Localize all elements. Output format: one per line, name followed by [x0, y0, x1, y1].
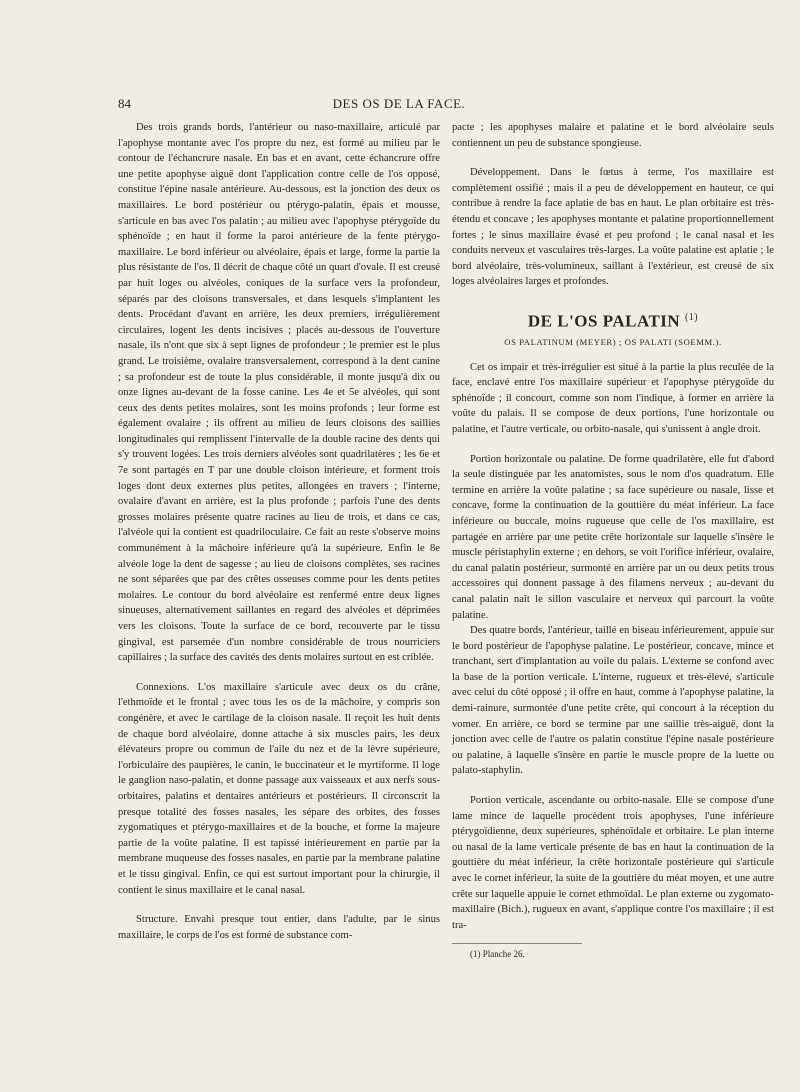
- left-column: [118, 120, 440, 943]
- running-title: DES OS DE LA FACE.: [332, 96, 466, 111]
- paragraph-bords-palatin: Des quatre bords, l'antérieur, taillé en biseau inférieurement, appuie sur le bord postérieur de l'apophyse palatine. Le postérieur, concave, mince et tranchant, sert d'implantation au voile du palais. L'externe se confond avec la base de la portion verticale. L'interne, rugueux et très-élevé, s'articule avec celui du côté opposé ; il offre en haut, comme à l'apophyse palatine, la demi-rainure, surmontée d'une petite crête, qui concourt à la réception du vomer. En arrière, ce bord se termine par une saillie très-aiguë, dont la jonction avec celle de l'autre os palatin constitue l'épine nasale postérieure ou palatine, à laquelle s'insère en partie le muscle propre de la luette ou palato-staphylin.: [452, 625, 774, 777]
- paragraph-portion-verticale: Portion verticale, ascendante ou orbito-nasale. Elle se compose d'une lame mince de laquelle procèdent trois apophyses, l'une inférieure ptérygoïdienne, deux supérieures, sphénoïdale et orbitaire. Le plan interne ou nasal de la lame verticale présente de bas en haut la continuation de la gouttière du méat inférieur, la crête horizontale postérieure qui s'articule avec le cornet inférieur, la suite de la gouttière du méat moyen, et une autre crête sur laquelle appuie le cornet ethmoïdal. Le plan externe ou zygomato-maxillaire (Bich.), rugueux en avant, s'applique contre l'os maxillaire ; il est tra-: [452, 795, 774, 931]
- paragraph-developpement: Développement. Dans le fœtus à terme, l'os maxillaire est complètement ossifié ; mais il a peu de développement en hauteur, ce qui contribue à rendre la face aplatie de bas en haut. Le plan orbitaire est très-étendu et concave ; les apophyses montante et palatine proportionnellement fortes ; le sinus maxillaire évasé et peu profond ; le canal nasal et les conduits nerveux et vasculaires très-larges. La voûte palatine est aplatie ; le bord alvéolaire, très-volumineux, saillant à l'extérieur, est creusé de six loges alvéolaires larges et profondes.: [452, 167, 774, 288]
- footnote-ref: (1): [684, 311, 699, 323]
- paragraph-intro: Cet os impair et très-irrégulier est situé à la partie la plus reculée de la face, enclavé entre l'os maxillaire supérieur et l'apophyse ptérygoïde du sphénoïde ; il concourt, comme son nom l'indique, à former en arrière la voûte du palais. Il se compose de deux portions, l'une horizontale ou palatine, et l'autre verticale, ou orbito-nasale, qui s'unissent à angle droit.: [452, 361, 774, 435]
- paragraph-portion-horizontale: Portion horizontale ou palatine. De forme quadrilatère, elle fut d'abord la seule distinguée par les anatomistes, sous le nom d'os quadratum. Elle termine en arrière la voûte palatine ; sa face supérieure ou nasale, lisse et concave, forme la continuation de la gouttière du méat inférieur. La face inférieure ou buccale, moins rugueuse que celle de l'os maxillaire, est partagée en arrière par une petite crête horizontale sur laquelle s'insère le muscle péristaphylin externe ; en dehors, se voit l'orifice inférieur, ovalaire, du canal palatin postérieur, surmonté en arrière par un ou deux petits trous accessoires qui donnent passage à des filamens nerveux ; au-devant du canal palatin naît le sillon vasculaire et nerveux qui parcourt la voûte palatine.: [452, 453, 774, 621]
- footnote-divider: [452, 943, 582, 944]
- section-heading: [452, 308, 774, 332]
- section-title: DE L'OS PALATIN: [527, 311, 681, 331]
- paragraph-structure: Structure. Envahi presque tout entier, dans l'adulte, par le sinus maxillaire, le corps de l'os est formé de substance com-: [118, 914, 440, 941]
- page-number: 84: [118, 96, 131, 111]
- footnote: (1) Planche 26.: [470, 949, 525, 960]
- running-head: [118, 96, 680, 112]
- paragraph-connexions: Connexions. L'os maxillaire s'articule avec deux os du crâne, l'ethmoïde et le frontal ; avec tous les os de la mâchoire, y compris son congénère, et avec le cartilage de la cloison nasale. Il reçoit les huit dents de chaque bord alvéolaire, donne attache à six muscles pairs, les deux élévateurs propre ou commun de l'aile du nez et de la lèvre supérieure, l'orbiculaire des paupières, le canin, le buccinateur et le myrtiforme. Il loge le ganglion naso-palatin, et donne passage aux vaisseaux et aux nerfs sous-orbitaires, palatins et dentaires antérieurs et postérieurs. Il circonscrit la presque totalité des fosses nasales, les sépare des orbites, des fosses zygomatiques et ptérygo-maxillaires et de la bouche, et forme la majeure partie de la voûte palatine. Il est tapissé intérieurement en partie par la membrane muqueuse des fosses nasales, en partie par la membrane palatine et le tissu gingival. Enfin, ce qui est surtout important pour la chirurgie, il contient le sinus maxillaire et le canal nasal.: [118, 681, 440, 896]
- right-column: [452, 120, 774, 960]
- paragraph-bords: Des trois grands bords, l'antérieur ou naso-maxillaire, articulé par l'apophyse montante avec l'os propre du nez, est formé au milieu par le contour de l'échancrure nasale. En bas et en avant, cette échancrure offre une petite apophyse aiguë dont l'application contre celle de l'os opposé, constitue l'épine nasale antérieure. Au-dessous, est la jonction des deux os maxillaires. Le bord postérieur ou ptérygo-palatin, épais et mousse, s'articule en bas avec l'os palatin ; au milieu avec l'apophyse ptérygoïde du sphénoïde ; en haut il forme la paroi antérieure de la fente ptérygo-maxillaire. Le bord inférieur ou alvéolaire, épais et large, forme la partie la plus résistante de l'os. Il décrit de chaque côté un quart d'ovale. Il est creusé par huit loges ou alvéoles, coniques de la surface vers la profondeur, séparés par des cloisons transversales, et dans lesquels s'implantent les dents. Procédant d'avant en arrière, les deux premiers, irrégulièrement circulaires, logent les dents incisives ; placés au-dessous de l'ouverture nasale, ils n'ont que six à sept lignes de profondeur ; le premier est le plus grand. Le troisième, ovalaire transversalement, correspond à la dent canine ; sa profondeur est de toute la plus considérable, il monte jusqu'à dix ou onze lignes au-devant de la fosse canine. Les 4e et 5e alvéoles, qui sont ceux des dents petites molaires, sont les moins profonds ; leur forme est également ovalaire ; ils offrent au milieu de leurs cloisons des saillies longitudinales qui remplissent l'intervalle de la double racine des dents qui s'y trouvent logées. Les trois derniers alvéoles sont quadrilatères ; les 6e et 7e sont partagés en T par une double cloison intérieure, et forment trois loges dont deux externes plus petites, allongées en travers ; l'interne, ovalaire d'avant en arrière, est la plus profonde ; parfois l'une des dents grosses molaires présente quatre racines au lieu de trois, et dans ce cas, l'alvéole qui la contient est quadriloculaire. Ce fait au reste s'observe moins communément à la mâchoire inférieure qu'à la supérieure. Enfin le 8e alvéole loge la dent de sagesse ; au lieu de cloisons complètes, ses racines ne sont séparées que par des crêtes osseuses comme pour les dents petites molaires. Le contour du bord alvéolaire est renfermé entre deux lignes sinueuses, alternativement saillantes en regard des alvéoles et déprimées vers les cloisons. Toute la surface de ce bord, recouverte par le tissu gingival, est parsemée d'un nombre considérable de trous nourriciers capillaires ; la surface des cavités des dents molaires surtout en est criblée.: [118, 122, 440, 664]
- section-synonym: OS PALATINUM (MEYER) ; OS PALATI (SOEMM.).: [504, 336, 722, 347]
- paragraph-continuation: pacte ; les apophyses malaire et palatine et le bord alvéolaire seuls contiennent un peu de substance spongieuse.: [452, 122, 774, 149]
